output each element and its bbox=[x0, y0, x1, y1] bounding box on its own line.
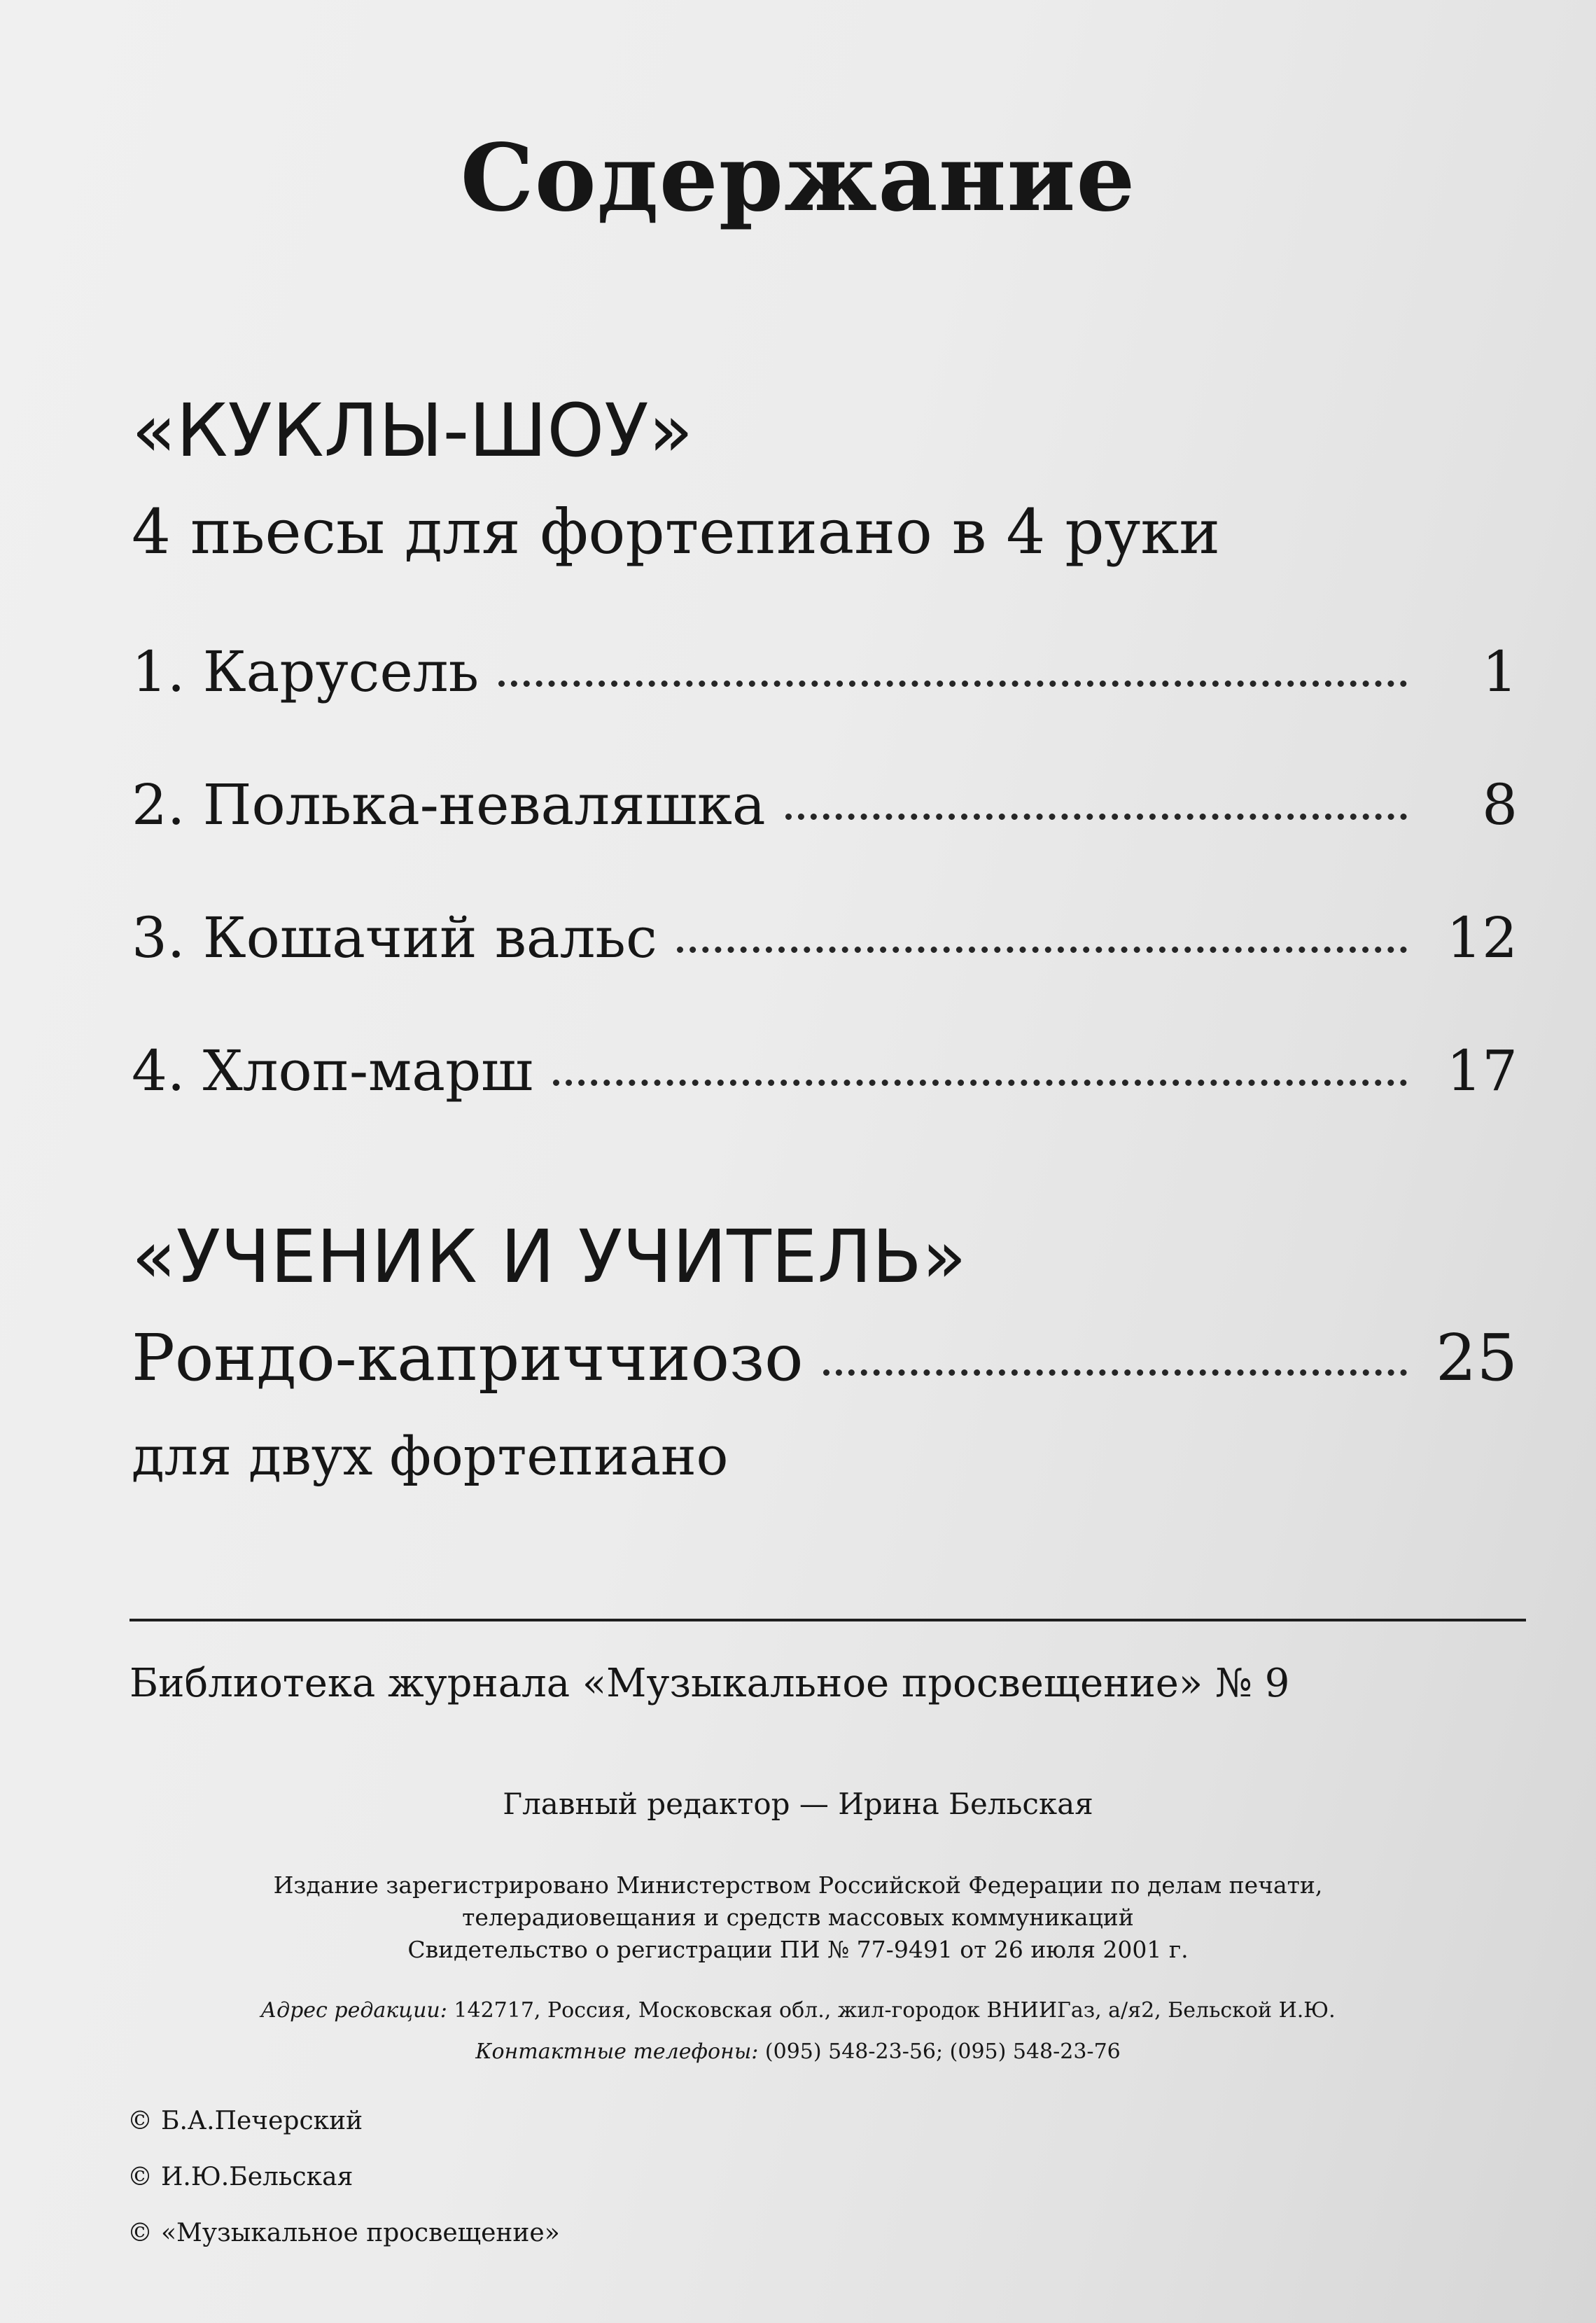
toc-leader-dots bbox=[553, 1059, 1407, 1086]
toc-entry-rondo bbox=[132, 1316, 1518, 1400]
imprint-divider bbox=[130, 1619, 1526, 1621]
contact-phones bbox=[0, 2037, 1596, 2067]
registration-line-1: Издание зарегистрировано Министерством Российской Федерации по делам печати, bbox=[273, 1871, 1323, 1899]
toc-entry-label: 3. Кошачий вальс bbox=[132, 905, 657, 970]
copyright-icon: © bbox=[127, 2107, 153, 2135]
toc-entry-label: Рондо-каприччиозо bbox=[132, 1320, 804, 1395]
toc-leader-dots bbox=[677, 926, 1407, 953]
toc-entry-page: 12 bbox=[1446, 905, 1518, 970]
copyright-line-pechersky bbox=[127, 2103, 363, 2140]
page-title: Содержание bbox=[460, 124, 1136, 232]
toc-entry-label: 4. Хлоп-марш bbox=[132, 1038, 533, 1103]
toc-entry-label: 1. Карусель bbox=[132, 639, 479, 704]
copyright-holder: И.Ю.Бельская bbox=[161, 2163, 354, 2191]
copyright-icon: © bbox=[127, 2219, 153, 2247]
copyright-icon: © bbox=[127, 2163, 153, 2191]
toc-leader-dots bbox=[785, 793, 1407, 820]
toc-entry-karusel bbox=[132, 634, 1518, 711]
copyright-line-publisher bbox=[127, 2215, 560, 2252]
toc-leader-dots bbox=[823, 1348, 1407, 1376]
section-title-kukly-show: «КУКЛЫ-ШОУ» bbox=[132, 388, 694, 473]
chief-editor-line: Главный редактор — Ирина Бельская bbox=[503, 1787, 1093, 1821]
phones-label: Контактные телефоны: bbox=[475, 2039, 759, 2064]
phones-value: (095) 548-23-56; (095) 548-23-76 bbox=[764, 2039, 1121, 2064]
copyright-line-belskaya bbox=[127, 2159, 353, 2196]
toc-entry-label: 2. Полька-неваляшка bbox=[132, 772, 766, 837]
editorial-address bbox=[0, 1995, 1596, 2026]
toc-entry-khlop-marsh bbox=[132, 1033, 1518, 1110]
address-value: 142717, Россия, Московская обл., жил-городок ВНИИГаз, а/я2, Бельской И.Ю. bbox=[454, 1998, 1336, 2023]
copyright-holder: «Музыкальное просвещение» bbox=[161, 2219, 560, 2247]
toc-leader-dots bbox=[498, 660, 1407, 687]
toc-entry-koshachiy-vals bbox=[132, 900, 1518, 977]
section-note-two-pianos: для двух фортепиано bbox=[132, 1425, 729, 1487]
copyright-holder: Б.А.Печерский bbox=[161, 2107, 363, 2135]
registration-line-3: Свидетельство о регистрации ПИ № 77-9491 от 26 июля 2001 г. bbox=[407, 1936, 1189, 1963]
toc-entry-page: 1 bbox=[1482, 639, 1518, 704]
section-title-uchenik-i-uchitel: «УЧЕНИК И УЧИТЕЛЬ» bbox=[132, 1214, 967, 1299]
address-label: Адрес редакции: bbox=[260, 1998, 447, 2023]
registration-line-2: телерадиовещания и средств массовых коммуникаций bbox=[462, 1904, 1134, 1931]
toc-entry-page: 8 bbox=[1482, 772, 1518, 837]
library-line: Библиотека журнала «Музыкальное просвещение» № 9 bbox=[130, 1661, 1290, 1706]
section-subtitle-kukly-show: 4 пьесы для фортепиано в 4 руки bbox=[132, 496, 1221, 568]
toc-entry-page: 17 bbox=[1446, 1038, 1518, 1103]
toc-entry-page: 25 bbox=[1435, 1320, 1518, 1395]
toc-entry-polka bbox=[132, 767, 1518, 844]
